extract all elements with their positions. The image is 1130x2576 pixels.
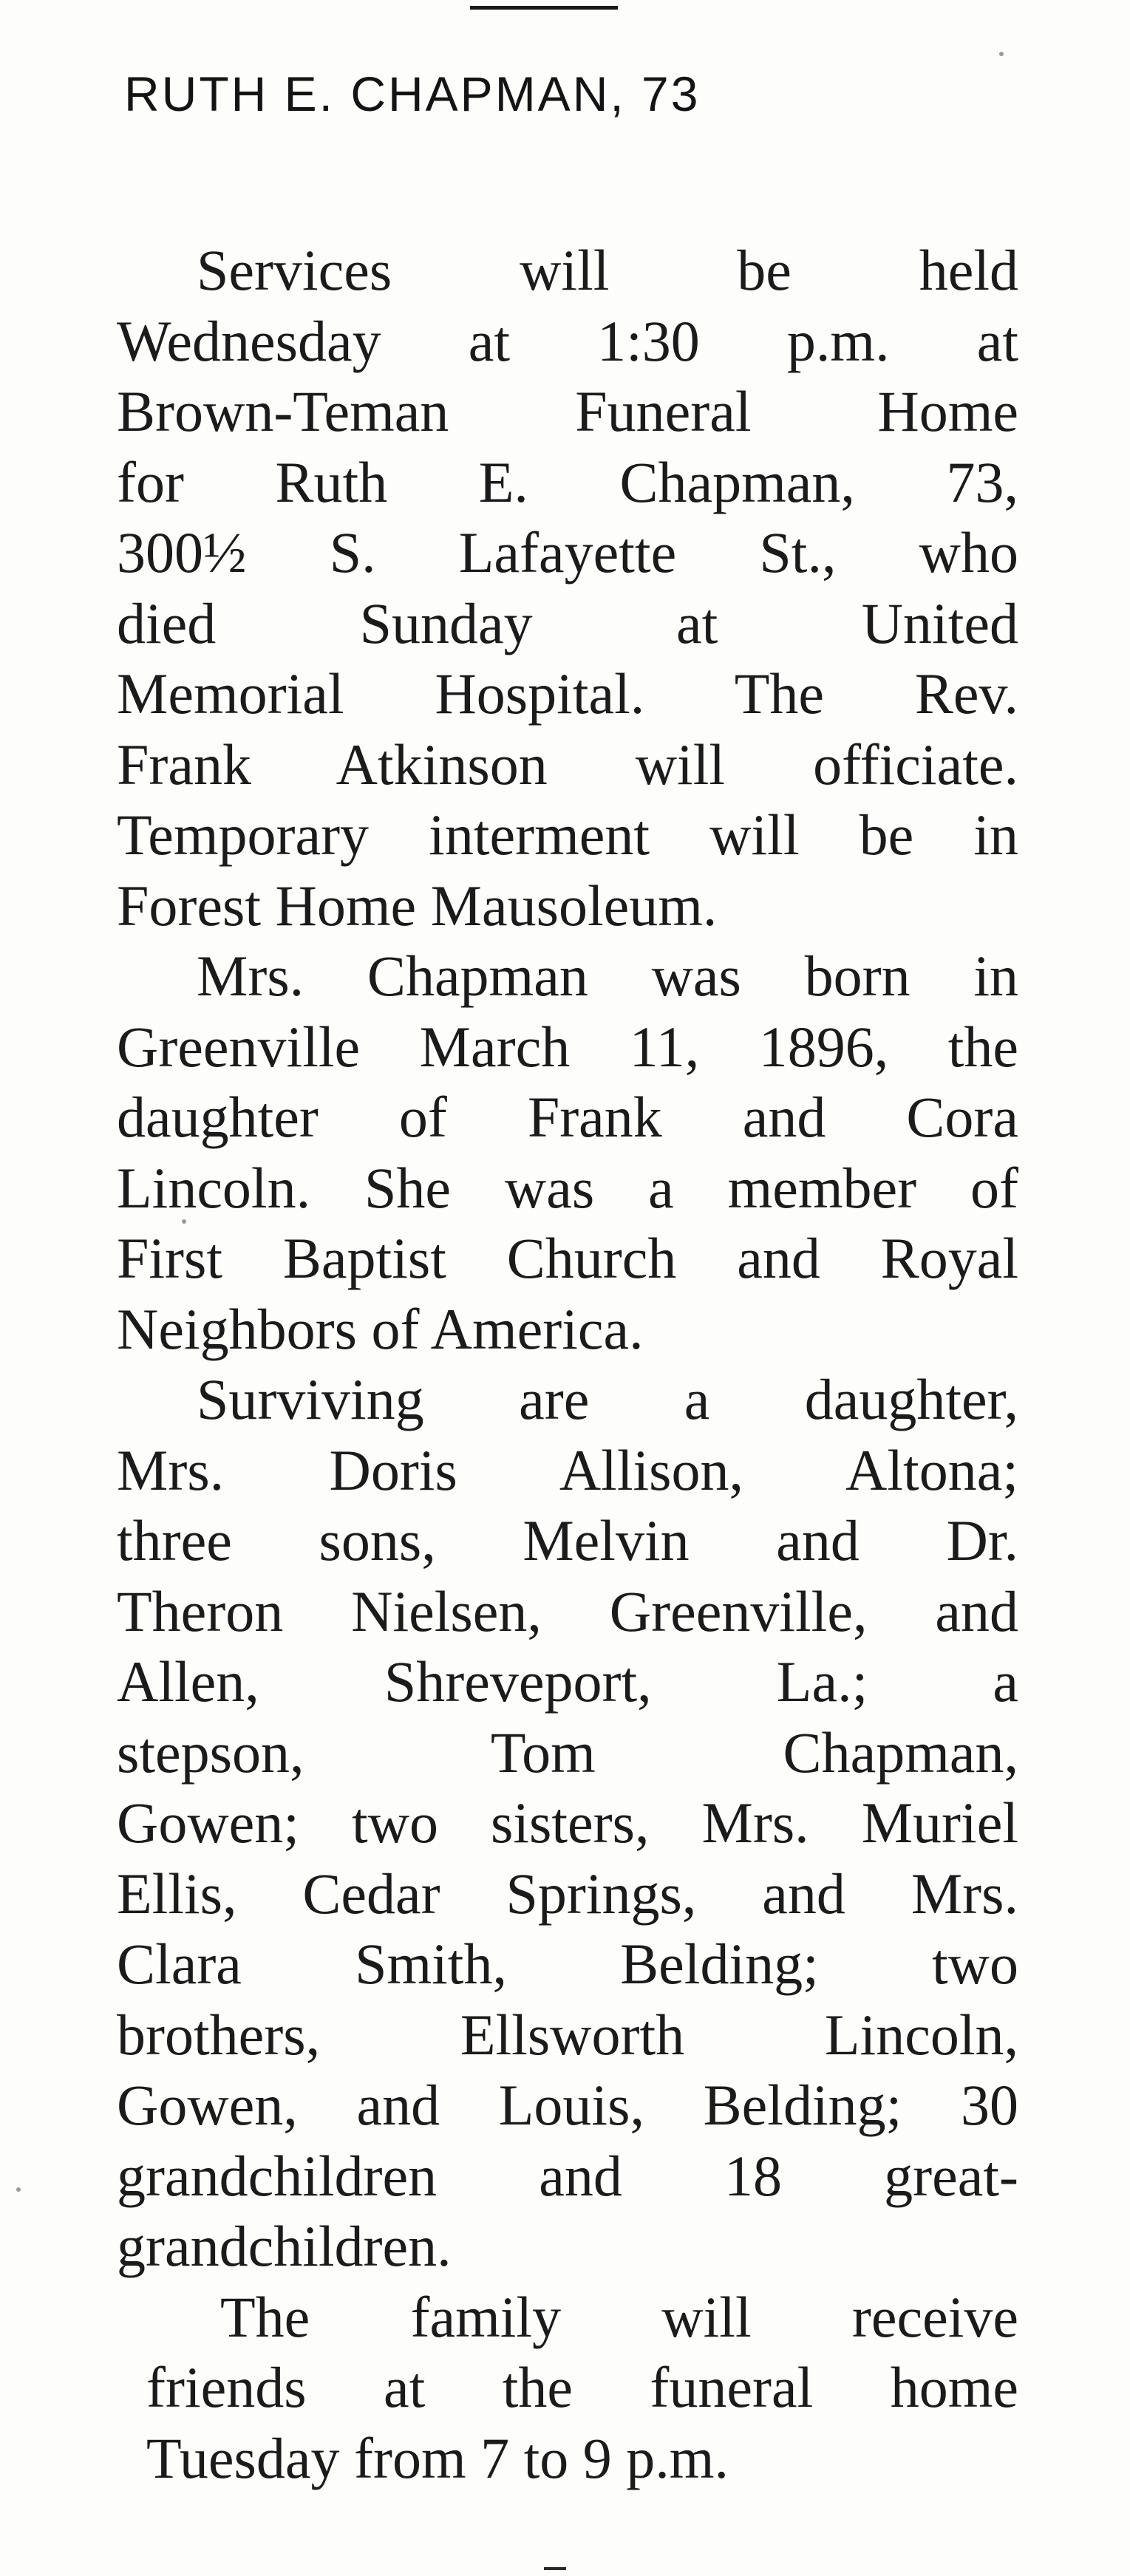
- text-line: three sons, Melvin and Dr.: [117, 1508, 1018, 1572]
- text-line: Gowen; two sisters, Mrs. Muriel: [117, 1790, 1018, 1855]
- text-line: The family will receive: [220, 2284, 1018, 2349]
- bottom-mark: [544, 2567, 566, 2570]
- print-speck: [182, 1219, 186, 1224]
- text-line: Ellis, Cedar Springs, and Mrs.: [117, 1861, 1018, 1926]
- text-line: First Baptist Church and Royal: [117, 1226, 1018, 1290]
- text-line: Memorial Hospital. The Rev.: [117, 661, 1018, 726]
- text-line: brothers, Ellsworth Lincoln,: [117, 2002, 1018, 2067]
- paragraph-biography: [117, 941, 1018, 1364]
- top-rule: [470, 6, 618, 10]
- paragraph-survivors: [117, 1364, 1018, 2282]
- text-line: Services will be held: [197, 238, 1018, 302]
- text-line: Mrs. Chapman was born in: [197, 944, 1018, 1008]
- text-line: Frank Atkinson will officiate.: [117, 732, 1018, 797]
- paragraph-visitation: [117, 2282, 1018, 2494]
- print-speck: [16, 2187, 21, 2192]
- text-line: friends at the funeral home: [146, 2355, 1018, 2419]
- text-line: Neighbors of America.: [117, 1296, 644, 1361]
- text-line: Brown-Teman Funeral Home: [117, 379, 1018, 443]
- text-line: Lincoln. She was a member of: [117, 1155, 1018, 1220]
- text-line: daughter of Frank and Cora: [117, 1085, 1018, 1149]
- text-line: Gowen, and Louis, Belding; 30: [117, 2073, 1018, 2137]
- text-line: for Ruth E. Chapman, 73,: [117, 449, 1018, 514]
- text-line: Temporary interment will be in: [117, 803, 1018, 867]
- text-line: stepson, Tom Chapman,: [117, 1720, 1018, 1785]
- text-line: grandchildren and 18 great-: [117, 2143, 1018, 2208]
- text-line: Clara Smith, Belding; two: [117, 1932, 1018, 1996]
- text-line: grandchildren.: [117, 2214, 452, 2278]
- obituary-body: [117, 235, 1018, 2493]
- text-line: Surviving are a daughter,: [197, 1367, 1018, 1431]
- text-line: Tuesday from 7 to 9 p.m.: [146, 2425, 729, 2490]
- text-line: Mrs. Doris Allison, Altona;: [117, 1437, 1018, 1502]
- print-speck: [999, 52, 1004, 56]
- obituary-headline: RUTH E. CHAPMAN, 73: [124, 67, 701, 121]
- text-line: Greenville March 11, 1896, the: [117, 1014, 1018, 1079]
- paragraph-services: [117, 235, 1018, 941]
- text-line: died Sunday at United: [117, 590, 1018, 655]
- text-line: Forest Home Mausoleum.: [117, 873, 718, 938]
- text-line: Allen, Shreveport, La.; a: [117, 1649, 1018, 1714]
- text-line: 300½ S. Lafayette St., who: [117, 520, 1018, 585]
- text-line: Wednesday at 1:30 p.m. at: [117, 308, 1018, 373]
- text-line: Theron Nielsen, Greenville, and: [117, 1578, 1018, 1643]
